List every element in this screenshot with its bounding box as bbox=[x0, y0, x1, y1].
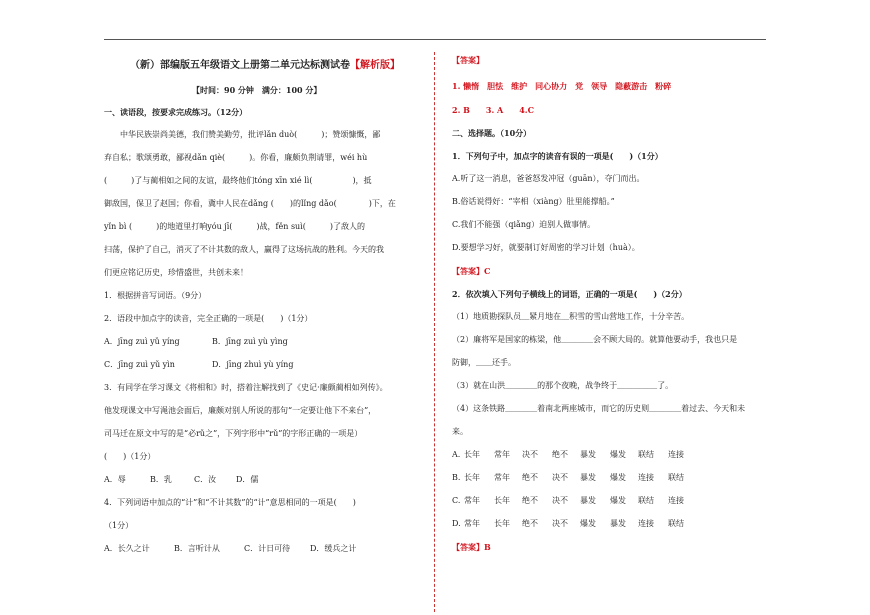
r2-option-word: 爆发 bbox=[610, 450, 626, 459]
r2-sentence-2: （2）廉将军是国家的栋梁，他＿＿＿＿会不顾大局的。就算他要动手，我也只是 bbox=[452, 335, 738, 344]
choice-question-2: 2．依次填入下列句子横线上的词语，正确的一项是( )（2分） bbox=[452, 289, 687, 299]
r2-option-word: 暴发 bbox=[580, 450, 596, 459]
r2-option-word: 绝不 bbox=[522, 496, 538, 505]
r2-option-word: 联结 bbox=[668, 473, 684, 482]
r2-option-word: 暴发 bbox=[610, 519, 626, 528]
q2-option-c: C．jīng zuì yǔ yìn bbox=[104, 360, 175, 369]
r2-option-word: 联结 bbox=[668, 519, 684, 528]
r2-option-word: 常年 bbox=[494, 450, 510, 459]
question-3-line: 3．有同学在学习课文《将相和》时，搭着注解找到了《史记·廉颇蔺相如列传》。 bbox=[104, 383, 388, 392]
answer-r2 bbox=[452, 541, 491, 553]
r2-option-word: 联结 bbox=[638, 496, 654, 505]
r2-option-word: 决不 bbox=[552, 496, 568, 505]
r2-option-word: 连接 bbox=[668, 496, 684, 505]
column-divider bbox=[434, 52, 435, 612]
title-text: （新）部编版五年级语文上册第二单元达标测试卷 bbox=[130, 60, 350, 71]
question-2: 2．语段中加点字的读音，完全正确的一项是( )（1分） bbox=[104, 314, 313, 323]
q2-option-b: B．jīng zuì yù yìng bbox=[212, 337, 288, 346]
passage-line: 中华民族崇尚美德，我们赞美勤劳，批评lǎn duò( )；赞颂慷慨，鄙 bbox=[120, 130, 381, 139]
r2-option-letter: A. bbox=[452, 450, 461, 459]
passage-line: ( )了与蔺相如之间的友谊，最终他们tóng xīn xié lì( )，抵 bbox=[104, 176, 372, 185]
r2-option-word: 决不 bbox=[552, 473, 568, 482]
r2-option-word: 爆发 bbox=[580, 519, 596, 528]
q4-option-a: A．长久之计 bbox=[104, 544, 150, 553]
r2-option-word: 绝不 bbox=[522, 519, 538, 528]
r2-option-word: 长年 bbox=[494, 496, 510, 505]
r2-option-word: 长年 bbox=[464, 473, 480, 482]
passage-line: 扫荡，保护了自己，消灭了不计其数的敌人，赢得了这场抗战的胜利。今天的我 bbox=[104, 245, 384, 254]
page-title bbox=[130, 60, 400, 72]
r2-option-word: 连接 bbox=[638, 519, 654, 528]
r2-option-word: 暴发 bbox=[580, 496, 596, 505]
question-4-score: （1分） bbox=[104, 521, 134, 530]
question-3-line: ( )（1分） bbox=[104, 452, 156, 461]
r2-option-letter: B. bbox=[452, 473, 461, 482]
q3-option-a: A．辱 bbox=[104, 475, 126, 484]
r2-option-word: 爆发 bbox=[610, 473, 626, 482]
r2-option-word: 常年 bbox=[494, 473, 510, 482]
r2-option-word: 长年 bbox=[494, 519, 510, 528]
section-1-heading: 一、读语段，按要求完成练习。（12分） bbox=[104, 107, 248, 117]
r2-option-letter: C. bbox=[452, 496, 461, 505]
header-rule bbox=[104, 39, 766, 40]
r2-option-word: 长年 bbox=[464, 450, 480, 459]
r2-option-letter: D. bbox=[452, 519, 461, 528]
q3-option-c: C．汝 bbox=[194, 475, 217, 484]
question-3-line: 他发现课文中写渑池会面后，廉颇对别人所说的那句“一定要让他下不来台”， bbox=[104, 406, 377, 415]
r2-sentence-4: （4）这条铁路＿＿＿＿着南北两座城市，而它的历史则＿＿＿＿着过去、今天和未 bbox=[452, 404, 746, 413]
r2-sentence-3: （3）就在山洪＿＿＿＿的那个夜晚，战争终于＿＿＿＿＿了。 bbox=[452, 381, 674, 390]
r2-option-word: 绝不 bbox=[522, 473, 538, 482]
r2-option-word: 决不 bbox=[522, 450, 538, 459]
section-2-heading: 二、选择题。（10分） bbox=[452, 128, 532, 138]
q4-option-d: D．缓兵之计 bbox=[310, 544, 357, 553]
answer-tag: 【答案】 bbox=[452, 55, 484, 65]
r2-option-word: 决不 bbox=[552, 519, 568, 528]
question-3-line: 司马迁在原文中写的是“必rǔ之”，下列字形中“rǔ”的字形正确的一项是） bbox=[104, 429, 363, 438]
answer-1: 1. 懒惰 胆怯 维护 同心协力 党 领导 隐蔽游击 粉碎 bbox=[452, 81, 672, 91]
r2-sentence-2-cont: 防御，＿＿还手。 bbox=[452, 358, 516, 367]
question-4: 4．下列词语中加点的“计”和“不计其数”的“计”意思相同的一项是( ) bbox=[104, 498, 356, 507]
passage-line: 弃自私；歌颂勇敢，鄙视dǎn qiè( )。你看，廉颇负荆请罪，wéi hù bbox=[104, 153, 368, 162]
choice-question-1: 1．下列句子中，加点字的读音有误的一项是( )（1分） bbox=[452, 151, 663, 161]
r2-option-word: 连接 bbox=[638, 473, 654, 482]
r2-option-word: 联结 bbox=[638, 450, 654, 459]
answer-tag: 【答案】 bbox=[452, 542, 484, 552]
q2-option-a: A．jīng zuì yǔ yíng bbox=[104, 337, 180, 346]
r2-option-word: 常年 bbox=[464, 519, 480, 528]
r1-option-c: C.我们不能强（qiǎng）迫别人做事情。 bbox=[452, 220, 596, 229]
answer-value: B bbox=[484, 542, 491, 552]
answer-tag: 【答案】 bbox=[452, 266, 484, 276]
r1-option-d: D.要想学习好，就要制订好周密的学习计划（huà）。 bbox=[452, 243, 640, 252]
r1-option-a: A.听了这一消息，爸爸怒发冲冠（guān），夺门而出。 bbox=[452, 174, 645, 183]
q3-option-b: B．乳 bbox=[150, 475, 172, 484]
answer-2-4: 2. B 3. A 4.C bbox=[452, 105, 534, 115]
question-1: 1．根据拼音写词语。（9分） bbox=[104, 291, 207, 300]
q3-option-d: D．儒 bbox=[236, 475, 259, 484]
q4-option-c: C．计日可待 bbox=[244, 544, 291, 553]
answer-r1 bbox=[452, 265, 490, 277]
answer-value: C bbox=[484, 266, 491, 276]
r2-option-word: 爆发 bbox=[610, 496, 626, 505]
r2-option-word: 绝不 bbox=[552, 450, 568, 459]
r2-sentence-4-cont: 来。 bbox=[452, 427, 468, 436]
passage-line: 御敌国，保卫了赵国；你看，冀中人民在dǎng ( )的lǐng dǎo( )下，在 bbox=[104, 199, 396, 208]
passage-line: 们更应铭记历史，珍惜盛世，共创未来！ bbox=[104, 268, 248, 277]
q4-option-b: B．言听计从 bbox=[174, 544, 220, 553]
exam-info: 【时间：90 分钟 满分：100 分】 bbox=[192, 85, 322, 95]
r2-option-word: 连接 bbox=[668, 450, 684, 459]
r2-option-word: 暴发 bbox=[580, 473, 596, 482]
passage-line: yǐn bì ( )的地道里打响yóu jī( )战，fěn suì( )了敌人的 bbox=[104, 222, 365, 231]
q2-option-d: D．jīng zhuì yù yíng bbox=[212, 360, 294, 369]
r1-option-b: B.俗话说得好：“宰相（xiàng）肚里能撑船。” bbox=[452, 197, 615, 206]
r2-sentence-1: （1）地质勘探队员＿紧月地在＿积雪的雪山营地工作，十分辛苦。 bbox=[452, 312, 690, 321]
title-tag: 【解析版】 bbox=[350, 60, 400, 71]
r2-option-word: 常年 bbox=[464, 496, 480, 505]
